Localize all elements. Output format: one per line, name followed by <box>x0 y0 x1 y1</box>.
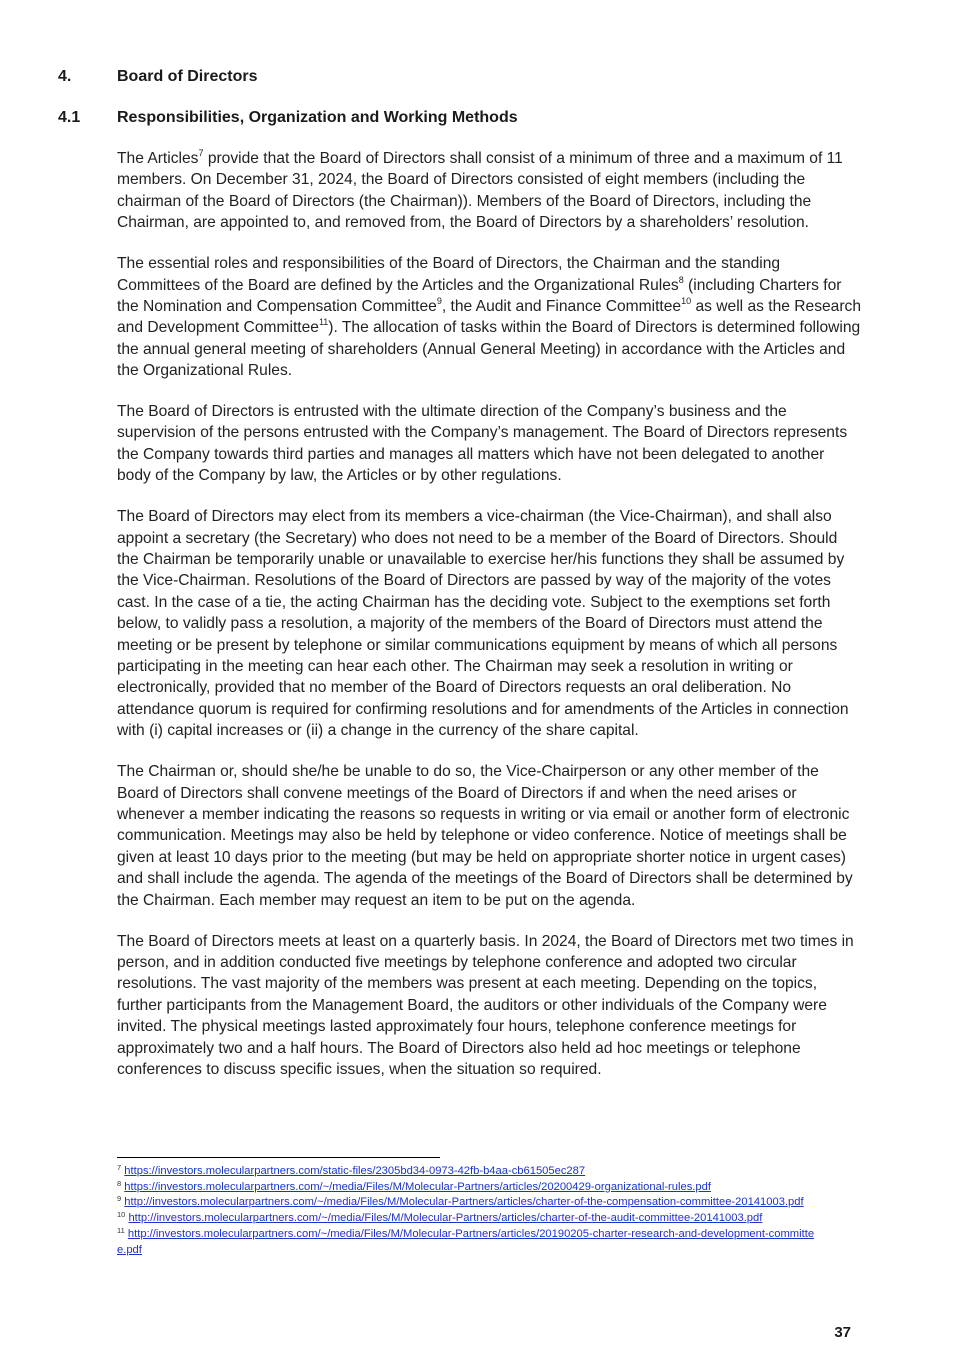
paragraph-roles: The essential roles and responsibilities of the Board of Directors, the Chairman and the standing Committees of the Board are defined by the Articles and the Organizational Rules$^8$ (including Charters for the Nomination and Compensation Committee$^9$, the Audit and Finance Committee$^{10}$ as well as the Research and Development Committee$^{11}$). The allocation of tasks within the Board of Directors is determined following the annual general meeting of shareholders (Annual General Meeting) in accordance with the Articles and the Organizational Rules. <box>117 255 862 380</box>
footnote: $^7$ https://investors.molecularpartners.com/static-files/2305bd34-0973-42fb-b4aa-cb61505ec287 <box>117 1163 586 1177</box>
footnote-ref-10[interactable]: 10 <box>681 295 692 306</box>
footnote-ref-11[interactable]: 11 <box>318 317 329 328</box>
footnote: $^{11}$ http://investors.molecularpartners.com/~/media/Files/M/Molecular-Partners/articles/20190205-charter-research-and-development-committee.pdf <box>117 1225 815 1256</box>
paragraph-direction: The Board of Directors is entrusted with the ultimate direction of the Company’s business and the supervision of the persons entrusted with the Company’s management. The Board of Directors represents the Company towards third parties and manages all matters which have not been delegated to another body of the Company by law, the Articles or by other regulations. <box>117 403 848 485</box>
subsection-title: Responsibilities, Organization and Working Methods <box>117 109 518 126</box>
subsection-number: 4.1 <box>58 109 81 126</box>
footnote-link[interactable]: http://investors.molecularpartners.com/~/media/Files/M/Molecular-Partners/articles/20190205-charter-research-and-development-committee.pdf <box>117 1227 815 1256</box>
paragraph-meetings-convening: The Chairman or, should she/he be unable to do so, the Vice-Chairperson or any other member of the Board of Directors shall convene meetings of the Board of Directors if and when the need arises or whenever a member indicating the reasons so requests in writing or via email or another form of electronic communication. Meetings may also be held by telephone or video conference. Notice of meetings shall be given at least 10 days prior to the meeting (but may be held on appropriate shorter notice in urgent cases) and shall include the agenda. The agenda of the meetings of the Board of Directors shall be determined by the Chairman. Each member may request an item to be put on the agenda. <box>117 763 853 909</box>
section-number: 4. <box>58 68 72 85</box>
footnote-link[interactable]: https://investors.molecularpartners.com/~/media/Files/M/Molecular-Partners/articles/20200429-organizational-rules.pdf <box>124 1180 711 1193</box>
paragraph-articles: The Articles$^7$ provide that the Board of Directors shall consist of a minimum of three and a maximum of 11 members. On December 31, 2024, the Board of Directors consisted of eight members (including the chairman of the Board of Directors (the Chairman)). Members of the Board of Directors, including the Chairman, are appointed to, and removed from, the Board of Directors by a shareholders’ resolution. <box>117 148 843 232</box>
paragraph-meeting-frequency: The Board of Directors meets at least on a quarterly basis. In 2024, the Board of Directors met two times in person, and in addition conducted five meetings by telephone conference and adopted two circular resolutions. The vast majority of the members was present at each meeting. Depending on the topics, further participants from the Management Board, the auditors or other individuals of the Company were invited. The physical meetings lasted approximately four hours, telephone conference meetings for approximately two and a half hours. The Board of Directors also held ad hoc meetings or telephone conferences to discuss specific issues, when the situation so required. <box>117 932 854 1078</box>
footnote: $^{10}$ http://investors.molecularpartners.com/~/media/Files/M/Molecular-Partners/articles/charter-of-the-audit-committee-20141003.pdf <box>117 1210 763 1225</box>
body-text <box>117 148 862 1100</box>
footnote-link[interactable]: http://investors.molecularpartners.com/~/media/Files/M/Molecular-Partners/articles/charter-of-the-compensation-committee-20141003.pdf <box>124 1196 804 1209</box>
paragraph-vice-chairman: The Board of Directors may elect from its members a vice-chairman (the Vice-Chairman), and shall also appoint a secretary (the Secretary) who does not need to be a member of the Board of Directors. Should the Chairman be temporarily unable or unavailable to exercise her/his functions they shall be assumed by the Vice-Chairman. Resolutions of the Board of Directors are passed by way of the majority of the votes cast. In the case of a tie, the acting Chairman has the deciding vote. Subject to the exemptions set forth below, to validly pass a resolution, a majority of the members of the Board of Directors must attend the meeting or be present by telephone or similar communications equipment by means of which all persons participating in the meeting can hear each other. The Chairman may seek a resolution in writing or electronically, provided that no member of the Board of Directors requests an oral deliberation. No attendance quorum is required for confirming resolutions and for amendments of the Articles in connection with (i) capital increases or (ii) a change in the currency of the share capital. <box>117 508 849 740</box>
page-number: 37 <box>834 1324 851 1341</box>
footnote-ref-8[interactable]: 8 <box>678 274 684 285</box>
footnote-ref-9[interactable]: 9 <box>436 295 442 306</box>
footnote-link[interactable]: https://investors.molecularpartners.com/static-files/2305bd34-0973-42fb-b4aa-cb61505ec287 <box>124 1165 586 1177</box>
footnote: $^8$ https://investors.molecularpartners.com/~/media/Files/M/Molecular-Partners/articles/20200429-organizational-rules.pdf <box>117 1178 711 1193</box>
footnotes <box>117 1164 817 1258</box>
footnote-ref-7[interactable]: 7 <box>198 148 204 158</box>
footnote-link[interactable]: http://investors.molecularpartners.com/~/media/Files/M/Molecular-Partners/articles/charter-of-the-audit-committee-20141003.pdf <box>128 1212 763 1225</box>
section-title: Board of Directors <box>117 68 258 85</box>
footnote: $^9$ http://investors.molecularpartners.com/~/media/Files/M/Molecular-Partners/articles/charter-of-the-compensation-committee-20141003.pdf <box>117 1194 804 1209</box>
footnote-divider <box>117 1157 440 1158</box>
